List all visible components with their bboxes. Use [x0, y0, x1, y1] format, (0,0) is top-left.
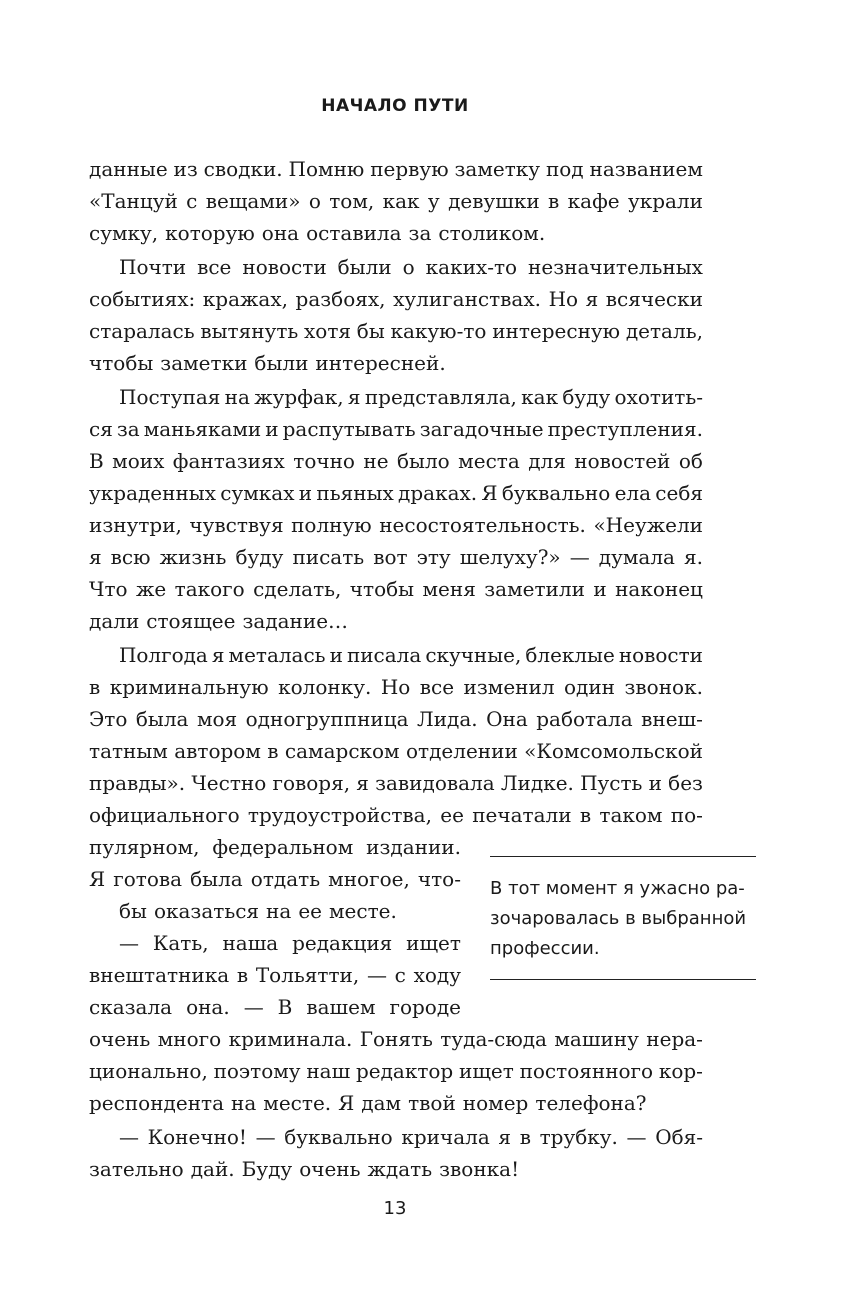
body-line: Полгода я металась и писала скучные, блеклые новости: [119, 643, 703, 667]
body-line: сказала она. — В вашем городе: [89, 995, 461, 1019]
pull-quote-line: В тот момент я ужасно ра-: [490, 878, 745, 899]
body-line: очень много криминала. Гонять туда-сюда машину нера-: [89, 1027, 703, 1051]
body-line: «Танцуй с вещами» о том, как у девушки в кафе украли: [89, 189, 703, 213]
body-line: Я готова была отдать многое, что-: [89, 867, 461, 891]
body-line: респондента на месте. Я дам твой номер телефона?: [89, 1091, 647, 1115]
body-line: изнутри, чувствуя полную несостоятельность. «Неужели: [89, 513, 703, 537]
page-number: 13: [383, 1198, 407, 1219]
body-line: В моих фантазиях точно не было места для новостей об: [89, 449, 703, 473]
body-line: ционально, поэтому наш редактор ищет постоянного кор-: [89, 1059, 703, 1083]
body-line: сумку, которую она оставила за столиком.: [89, 221, 546, 245]
body-line: я всю жизнь буду писать вот эту шелуху?» — думала я.: [89, 545, 703, 569]
body-line: пулярном, федеральном издании.: [89, 835, 461, 859]
body-line: дали стоящее задание…: [89, 609, 349, 633]
pull-quote: [490, 856, 756, 980]
body-line: чтобы заметки были интересней.: [89, 351, 446, 375]
body-line: — Кать, наша редакция ищет: [119, 931, 461, 955]
body-line: старалась вытянуть хотя бы какую-то интересную деталь,: [89, 319, 703, 343]
body-line: бы оказаться на ее месте.: [119, 899, 397, 923]
body-line: татным автором в самарском отделении «Комсомольской: [89, 739, 703, 763]
body-line: Это была моя одногруппница Лида. Она работала внеш-: [89, 707, 703, 731]
body-line: украденных сумках и пьяных драках. Я буквально ела себя: [89, 481, 703, 505]
body-line: официального трудоустройства, ее печатали в таком по-: [89, 803, 703, 827]
body-line: данные из сводки. Помню первую заметку под названием: [89, 157, 703, 181]
body-line: внештатника в Тольятти, — с ходу: [89, 963, 461, 987]
body-line: Поступая на журфак, я представляла, как буду охотить-: [119, 385, 703, 409]
body-line: Что же такого сделать, чтобы меня заметили и наконец: [89, 577, 703, 601]
body-line: ся за маньяками и распутывать загадочные преступления.: [89, 417, 703, 441]
pull-quote-line: зочаровалась в выбранной: [490, 908, 747, 929]
pull-quote-line: профессии.: [490, 938, 600, 959]
body-line: зательно дай. Буду очень ждать звонка!: [89, 1157, 520, 1181]
body-line: — Конечно! — буквально кричала я в трубку. — Обя-: [119, 1125, 703, 1149]
body-line: правды». Честно говоря, я завидовала Лидке. Пусть и без: [89, 771, 703, 795]
body-line: в криминальную колонку. Но все изменил один звонок.: [89, 675, 703, 699]
running-head: НАЧАЛО ПУТИ: [321, 96, 469, 116]
body-line: Почти все новости были о каких-то незначительных: [119, 255, 703, 279]
body-line: событиях: кражах, разбоях, хулиганствах. Но я всячески: [89, 287, 703, 311]
